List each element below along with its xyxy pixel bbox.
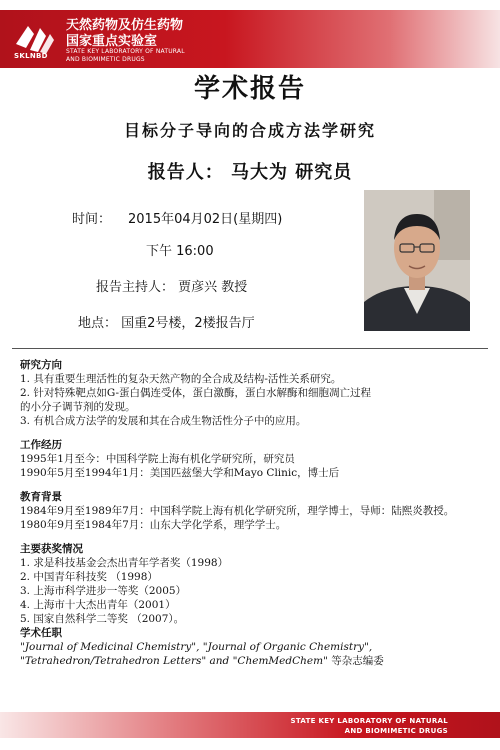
section-heading: 学术任职 [20,627,62,639]
award-line: 3. 上海市科学进步一等奖（2005） [20,585,187,597]
award-line: 1. 求是科技基金会杰出青年学者奖（1998） [20,557,229,569]
award-line: 4. 上海市十大杰出青年（2001） [20,599,176,611]
section-heading: 研究方向 [20,359,62,371]
time-value: 2015年04月02日(星期四) [128,212,283,227]
lab-name-cn-line1: 天然药物及仿生药物 [66,18,184,33]
section-education [20,490,490,532]
award-line: 2. 中国青年科技奖 （1998） [20,571,158,583]
section-research [20,358,490,428]
header-banner [0,0,500,70]
speaker-photo [364,190,470,331]
logo-abbreviation: SKLNBD [14,52,48,60]
work-line: 1995年1月至今：中国科学院上海有机化学研究所，研究员 [20,453,295,465]
footer-lab-name-line1: STATE KEY LABORATORY OF NATURAL [290,717,448,725]
section-awards [20,542,490,626]
talk-title: 目标分子导向的合成方法学研究 [123,121,376,140]
duties-journals: "Tetrahedron/Tetrahedron Letters" and "ChemMedChem" [20,655,328,667]
time-pm: 下午 16:00 [146,244,214,259]
education-line: 1984年9月至1989年7月：中国科学院上海有机化学研究所，理学博士，导师：陆熙炎教授。 [20,505,455,517]
duties-role: 等杂志编委 [327,655,384,667]
host-line: 报告主持人： 贾彦兴 教授 [96,280,248,295]
research-line: 3. 有机合成方法学的发展和其在合成生物活性分子中的应用。 [20,415,307,427]
footer-lab-name-line2: AND BIOMIMETIC DRUGS [344,727,448,735]
duties-line [20,654,490,668]
bio-content [20,358,490,678]
work-line: 1990年5月至1994年1月：美国匹兹堡大学和Mayo Clinic，博士后 [20,467,340,479]
research-line: 的小分子调节剂的发现。 [20,401,136,413]
section-heading: 教育背景 [20,491,62,503]
section-heading: 主要获奖情况 [20,543,83,555]
time-label: 时间： [72,212,112,227]
lab-name-en-line1: STATE KEY LABORATORY OF NATURAL [66,48,185,55]
speaker-portrait-icon [364,190,470,331]
research-line: 2. 针对特殊靶点如G-蛋白偶连受体，蛋白激酶，蛋白水解酶和细胞凋亡过程 [20,387,371,399]
section-duties [20,626,490,668]
section-heading: 工作经历 [20,439,62,451]
education-line: 1980年9月至1984年7月：山东大学化学系，理学学士。 [20,519,287,531]
section-work [20,438,490,480]
page-title: 学术报告 [193,74,306,104]
lab-name-en-line2: AND BIOMIMETIC DRUGS [66,56,145,63]
duties-line: "Journal of Medicinal Chemistry", "Journal of Organic Chemistry", [20,641,373,653]
section-divider [12,348,488,349]
speaker-line: 报告人： 马大为 研究员 [147,162,353,183]
award-line: 5. 国家自然科学二等奖 （2007）。 [20,613,185,625]
place-line: 地点： 国重2号楼，2楼报告厅 [78,316,255,331]
lab-name-cn-line2: 国家重点实验室 [66,34,158,49]
research-line: 1. 具有重要生理活性的复杂天然产物的全合成及结构-活性关系研究。 [20,373,342,385]
